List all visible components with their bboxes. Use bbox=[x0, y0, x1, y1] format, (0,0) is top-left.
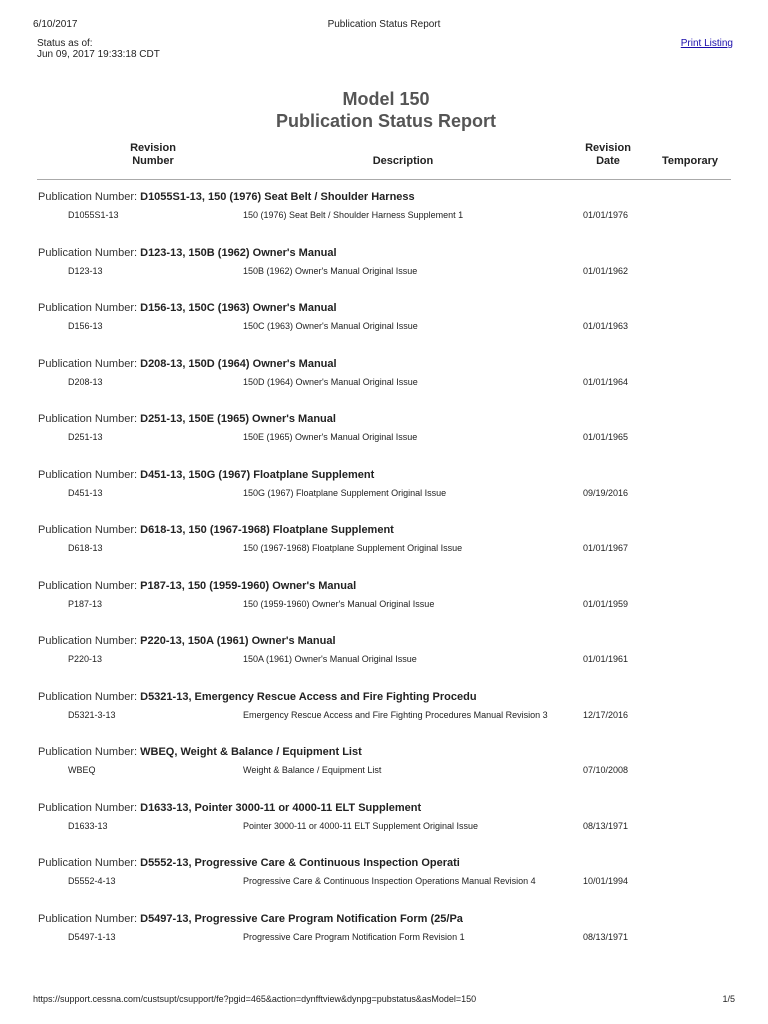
publication-block bbox=[0, 302, 768, 357]
revision-number: D5552-4-13 bbox=[68, 876, 116, 886]
publication-name: D5497-13, Progressive Care Program Notification Form (25/Pa bbox=[140, 912, 463, 925]
publication-header bbox=[38, 524, 394, 536]
revision-number: P187-13 bbox=[68, 598, 103, 609]
revision-number: D5321-3-13 bbox=[68, 709, 116, 720]
column-header-revision-number bbox=[113, 142, 193, 168]
column-header-text: Revision bbox=[585, 142, 631, 154]
revision-description: Progressive Care & Continuous Inspection Operations Manual Revision 4 bbox=[243, 876, 536, 886]
publication-number-label: Publication Number: bbox=[38, 468, 138, 481]
publication-name: D156-13, 150C (1963) Owner's Manual bbox=[140, 302, 337, 314]
print-header-title: Publication Status Report bbox=[327, 19, 441, 30]
publication-header bbox=[38, 247, 337, 259]
publication-name: D5552-13, Progressive Care & Continuous Inspection Operati bbox=[140, 857, 460, 869]
column-header-text: Date bbox=[596, 155, 620, 167]
header-divider bbox=[37, 179, 731, 180]
publication-block bbox=[0, 913, 768, 968]
publication-name: WBEQ, Weight & Balance / Equipment List bbox=[140, 746, 362, 758]
publication-header bbox=[38, 413, 336, 425]
revision-date: 01/01/1962 bbox=[583, 265, 629, 276]
publication-name: D1055S1-13, 150 (1976) Seat Belt / Shoulder Harness bbox=[140, 191, 415, 203]
revision-description: 150B (1962) Owner's Manual Original Issue bbox=[243, 265, 418, 276]
revision-date: 01/01/1964 bbox=[583, 376, 629, 387]
publication-name: D5321-13, Emergency Rescue Access and Fire Fighting Procedu bbox=[140, 690, 477, 703]
print-date: 6/10/2017 bbox=[33, 19, 78, 30]
column-header-text: Revision bbox=[130, 142, 176, 154]
publication-number-label: Publication Number: bbox=[38, 524, 138, 536]
publication-header bbox=[38, 469, 374, 481]
model-title: Model 150 bbox=[342, 89, 430, 109]
publication-block bbox=[0, 802, 768, 857]
revision-description: 150 (1959-1960) Owner's Manual Original Issue bbox=[243, 598, 435, 609]
publication-number-label: Publication Number: bbox=[38, 635, 138, 647]
revision-date: 10/01/1994 bbox=[583, 876, 629, 886]
publication-name: P220-13, 150A (1961) Owner's Manual bbox=[140, 635, 336, 647]
revision-description: Weight & Balance / Equipment List bbox=[243, 765, 382, 775]
publication-name: D251-13, 150E (1965) Owner's Manual bbox=[140, 413, 336, 425]
revision-number: D618-13 bbox=[68, 543, 103, 553]
status-block bbox=[37, 38, 160, 60]
revision-number: D208-13 bbox=[68, 376, 103, 387]
publication-header bbox=[38, 302, 337, 314]
publication-header bbox=[38, 191, 415, 203]
revision-number: P220-13 bbox=[68, 654, 103, 664]
footer-url: https://support.cessna.com/custsupt/csupport/fe?pgid=465&action=dynfftview&dynpg=pubstatus&asModel=150 bbox=[33, 994, 477, 1004]
publication-header bbox=[38, 358, 337, 370]
publication-number-label: Publication Number: bbox=[38, 413, 138, 425]
publication-header bbox=[38, 746, 362, 758]
publication-name: D618-13, 150 (1967-1968) Floatplane Supplement bbox=[140, 524, 394, 536]
publication-number-label: Publication Number: bbox=[38, 857, 138, 869]
revision-date: 01/01/1959 bbox=[583, 598, 629, 609]
publication-name: P187-13, 150 (1959-1960) Owner's Manual bbox=[140, 579, 357, 592]
publication-header bbox=[38, 857, 460, 869]
revision-date: 08/13/1971 bbox=[583, 931, 629, 942]
revision-number: WBEQ bbox=[68, 765, 96, 775]
status-timestamp: Jun 09, 2017 19:33:18 CDT bbox=[37, 49, 160, 60]
publication-number-label: Publication Number: bbox=[38, 690, 138, 703]
revision-date: 01/01/1965 bbox=[583, 432, 629, 442]
publication-number-label: Publication Number: bbox=[38, 746, 138, 758]
revision-number: D451-13 bbox=[68, 487, 103, 498]
revision-date: 09/19/2016 bbox=[583, 487, 629, 498]
publication-block bbox=[0, 691, 768, 746]
page-title bbox=[0, 88, 768, 132]
revision-description: Emergency Rescue Access and Fire Fighting Procedures Manual Revision 3 bbox=[243, 709, 548, 720]
revision-description: 150G (1967) Floatplane Supplement Original Issue bbox=[243, 487, 447, 498]
publication-block bbox=[0, 247, 768, 302]
revision-number: D251-13 bbox=[68, 432, 103, 442]
revision-number: D123-13 bbox=[68, 265, 103, 276]
publication-number-label: Publication Number: bbox=[38, 191, 138, 203]
revision-description: 150E (1965) Owner's Manual Original Issue bbox=[243, 432, 418, 442]
publication-block bbox=[0, 746, 768, 801]
print-listing-link[interactable]: Print Listing bbox=[680, 38, 733, 49]
publication-number-label: Publication Number: bbox=[38, 801, 138, 814]
publication-header bbox=[38, 635, 336, 647]
revision-description: Progressive Care Program Notification Form Revision 1 bbox=[243, 931, 465, 942]
publication-name: D123-13, 150B (1962) Owner's Manual bbox=[140, 246, 337, 259]
publication-block bbox=[0, 191, 768, 246]
publication-block bbox=[0, 580, 768, 635]
publication-header bbox=[38, 802, 421, 814]
publication-number-label: Publication Number: bbox=[38, 357, 138, 370]
revision-number: D1055S1-13 bbox=[68, 210, 119, 220]
publication-header bbox=[38, 580, 356, 592]
revision-date: 12/17/2016 bbox=[583, 709, 629, 720]
revision-date: 01/01/1963 bbox=[583, 321, 629, 331]
publication-number-label: Publication Number: bbox=[38, 302, 138, 314]
column-header-text: Number bbox=[132, 155, 174, 167]
publication-block bbox=[0, 857, 768, 912]
revision-date: 01/01/1967 bbox=[583, 543, 629, 553]
publication-number-label: Publication Number: bbox=[38, 579, 138, 592]
publication-block bbox=[0, 635, 768, 690]
status-label: Status as of: bbox=[37, 38, 93, 49]
revision-description: 150D (1964) Owner's Manual Original Issue bbox=[243, 376, 418, 387]
revision-description: 150C (1963) Owner's Manual Original Issue bbox=[243, 321, 418, 331]
revision-date: 08/13/1971 bbox=[583, 820, 629, 831]
revision-date: 07/10/2008 bbox=[583, 765, 629, 775]
revision-number: D5497-1-13 bbox=[68, 931, 116, 942]
revision-description: 150A (1961) Owner's Manual Original Issue bbox=[243, 654, 417, 664]
revision-number: D1633-13 bbox=[68, 820, 108, 831]
revision-description: 150 (1967-1968) Floatplane Supplement Original Issue bbox=[243, 543, 463, 553]
revision-number: D156-13 bbox=[68, 321, 103, 331]
revision-description: 150 (1976) Seat Belt / Shoulder Harness Supplement 1 bbox=[243, 210, 464, 220]
column-header-description: Description bbox=[372, 155, 434, 167]
publication-block bbox=[0, 413, 768, 468]
revision-date: 01/01/1961 bbox=[583, 654, 629, 664]
footer-page-number: 1/5 bbox=[722, 994, 735, 1004]
publication-block bbox=[0, 524, 768, 579]
publication-number-label: Publication Number: bbox=[38, 912, 138, 925]
revision-description: Pointer 3000-11 or 4000-11 ELT Supplement Original Issue bbox=[243, 820, 478, 831]
publication-name: D208-13, 150D (1964) Owner's Manual bbox=[140, 357, 337, 370]
report-title: Publication Status Report bbox=[275, 111, 497, 131]
publication-block bbox=[0, 469, 768, 524]
revision-date: 01/01/1976 bbox=[583, 210, 629, 220]
publication-block bbox=[0, 358, 768, 413]
publication-header bbox=[38, 913, 463, 925]
publication-name: D1633-13, Pointer 3000-11 or 4000-11 ELT Supplement bbox=[140, 801, 422, 814]
publication-name: D451-13, 150G (1967) Floatplane Supplement bbox=[140, 468, 375, 481]
column-header-temporary: Temporary bbox=[661, 155, 719, 167]
column-header-revision-date bbox=[570, 142, 646, 168]
publication-number-label: Publication Number: bbox=[38, 246, 138, 259]
publication-header bbox=[38, 691, 477, 703]
